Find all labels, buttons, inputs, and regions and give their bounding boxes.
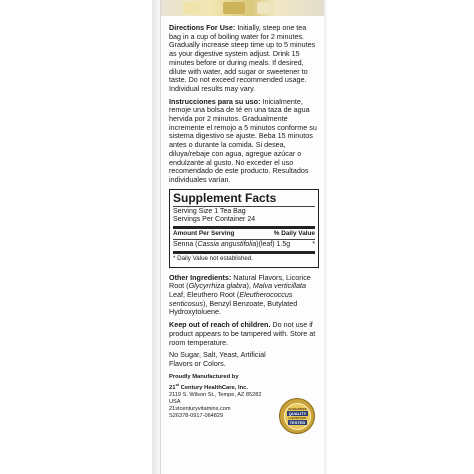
other-ingredients-heading: Other Ingredients:: [169, 272, 232, 282]
free-from-statement: No Sugar, Salt, Yeast, Artificial Flavors or Colors.: [169, 350, 266, 368]
seal-band-quality: QUALITY: [288, 411, 307, 416]
warning-section: [169, 321, 319, 347]
other-ingredients-section: Other Ingredients: Natural Flavors, Licorice Root (Glycyrrhiza glabra), Malva verticillata Leaf, Eleuthero Root (Eleutherococcus senticosus), Benzyl Benzoate, Butylated Hydroxytoluene.: [169, 272, 311, 317]
senna-amount: 1.5g: [276, 241, 291, 249]
box-shadow-right: [324, 0, 328, 474]
daily-value-label: % Daily Value: [273, 229, 315, 237]
seal-top-text: GUARANTEED: [288, 407, 307, 411]
servings-per-container: Servings Per Container 24: [173, 216, 256, 224]
box-shadow-left: [152, 0, 160, 474]
serving-size: Serving Size 1 Tea Bag: [173, 207, 246, 215]
warning-heading: Keep out of reach of children.: [169, 320, 271, 330]
senna-name: Senna (Cassia angustifolia)(leaf) 1.5g: [173, 241, 291, 249]
manufactured-by-label: Proudly Manufactured by: [169, 373, 239, 380]
product-code: S26378-0917-064829: [169, 412, 224, 419]
instrucciones-heading: Instrucciones para su uso:: [169, 96, 261, 106]
seal-middle-text: LABORATORY: [288, 416, 307, 420]
seal-band-tested: TESTED: [289, 420, 306, 425]
facts-header-row: [173, 230, 315, 239]
manufacturer-website: 21stcenturyvitamins.com: [169, 405, 231, 412]
box-top-edge: [161, 0, 325, 16]
instrucciones-section: [169, 98, 319, 185]
quality-tested-seal: [279, 398, 315, 434]
facts-row-senna: [173, 241, 315, 250]
supplement-facts-panel: [169, 189, 319, 268]
amount-per-serving-label: Amount Per Serving: [173, 229, 235, 237]
senna-daily-value: *: [312, 241, 315, 249]
manufacturer-info: [169, 374, 269, 420]
label-text: [169, 24, 319, 420]
manufacturer-name: 21st Century HealthCare, Inc.: [169, 381, 248, 391]
facts-footnote: * Daily Value not established.: [173, 255, 254, 263]
supplement-facts-title: Supplement Facts: [173, 190, 277, 205]
product-box-side-panel: [160, 0, 326, 474]
warning-text: Do not use if product appears to be tampered with. Store at room temperature.: [169, 320, 316, 347]
instrucciones-text: Inicialmente, remoje una bolsa de té en una taza de agua hervida por 2 minutos. Gradualmente incremente el remojo a 5 minutos conforme su sistema digestivo se ajuste. Beba 15 minutos antes o durante la comida. Si desea, diluya/rebaje con agua, agregue azúcar o endulzante al gusto. No exceder el uso recomendado de este producto. Resultados individuales varían.: [169, 96, 317, 184]
manufacturer-address: 2119 S. Wilson St., Tempe, AZ 85282 USA: [169, 391, 262, 405]
directions-section: [169, 24, 319, 94]
directions-heading: Directions For Use:: [169, 23, 236, 32]
directions-text: Initially, steep one tea bag in a cup of boiling water for 2 minutes. Gradually increase steep time up to 5 minutes as your digestive system adjust. Drink 15 minutes before or during meals. If desired, dilute with water, add sugar or sweetener to taste. Do not exceed recommended usage. Individual results may vary.: [169, 23, 316, 93]
